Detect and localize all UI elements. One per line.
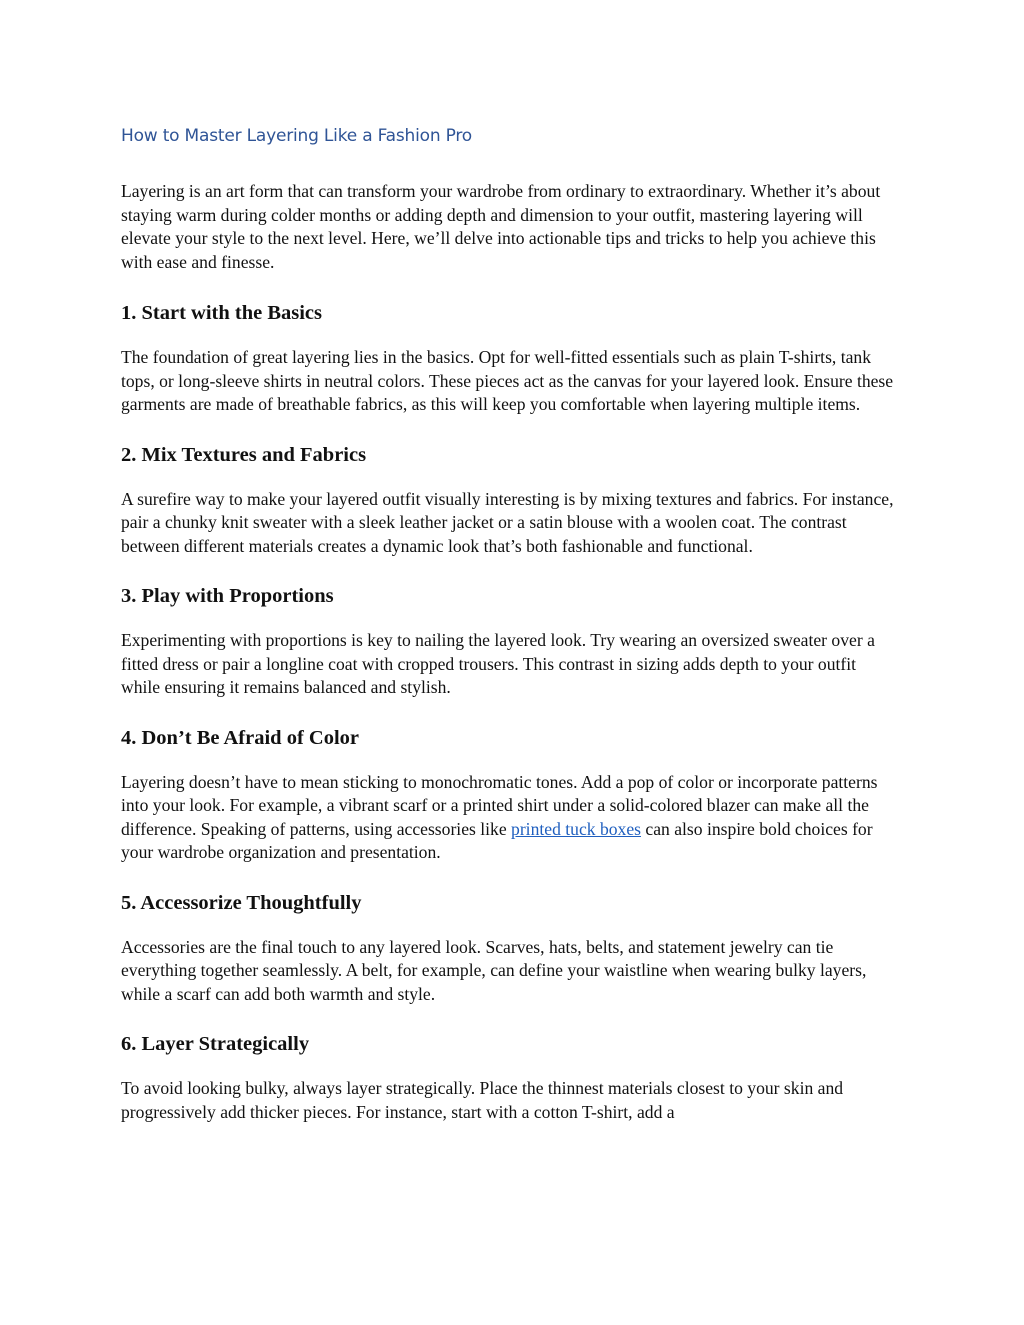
- section-heading: 1. Start with the Basics: [121, 302, 323, 324]
- section-paragraph: [121, 771, 896, 865]
- section-heading: 3. Play with Proportions: [121, 585, 334, 607]
- document-content: [121, 122, 896, 1148]
- paragraph-text-after-link: can also inspire bold choices for your wardrobe organization and presentation.: [121, 818, 873, 862]
- section-accessorize-thoughtfully: [121, 889, 896, 1007]
- section-paragraph: The foundation of great layering lies in the basics. Opt for well-fitted essentials such as plain T-shirts, tank tops, or long-sleeve shirts in neutral colors. These pieces act as the canvas for your layered look. Ensure these garments are made of breathable fabrics, as this will keep you comfortable when layering multiple items.: [121, 347, 894, 414]
- section-start-with-basics: [121, 299, 896, 417]
- section-mix-textures: [121, 441, 896, 559]
- intro-paragraph: Layering is an art form that can transform your wardrobe from ordinary to extraordinary. Whether it’s about staying warm during colder months or adding depth and dimension to your outfit, mastering layering will elevate your style to the next level. Here, we’ll delve into actionable tips and tricks to help you achieve this with ease and finesse.: [121, 181, 881, 272]
- section-dont-be-afraid-of-color: [121, 724, 896, 865]
- section-heading: 2. Mix Textures and Fabrics: [121, 443, 367, 466]
- printed-tuck-boxes-link[interactable]: printed tuck boxes: [511, 818, 641, 839]
- section-paragraph: A surefire way to make your layered outfit visually interesting is by mixing textures and fabrics. For instance, pair a chunky knit sweater with a sleek leather jacket or a satin blouse with a woolen coat. The contrast between different materials creates a dynamic look that’s both fashionable and functional.: [121, 488, 894, 556]
- section-heading: 6. Layer Strategically: [121, 1033, 310, 1055]
- section-paragraph: Accessories are the final touch to any layered look. Scarves, hats, belts, and statement jewelry can tie everything together seamlessly. A belt, for example, can define your waistline when wearing bulky layers, while a scarf can add both warmth and style.: [121, 936, 867, 1004]
- section-paragraph: Experimenting with proportions is key to nailing the layered look. Try wearing an oversized sweater over a fitted dress or pair a longline coat with cropped trousers. This contrast in sizing adds depth to your outfit while ensuring it remains balanced and stylish.: [121, 630, 875, 697]
- section-layer-strategically: [121, 1030, 896, 1124]
- section-heading: 4. Don’t Be Afraid of Color: [121, 726, 360, 749]
- document-title: How to Master Layering Like a Fashion Pro: [121, 126, 472, 146]
- section-play-with-proportions: [121, 582, 896, 700]
- section-paragraph: To avoid looking bulky, always layer strategically. Place the thinnest materials closest to your skin and progressively add thicker pieces. For instance, start with a cotton T-shirt, add a: [121, 1078, 844, 1122]
- section-heading: 5. Accessorize Thoughtfully: [121, 891, 362, 914]
- paragraph-text-before-link: Layering doesn’t have to mean sticking to monochromatic tones. Add a pop of color or incorporate patterns into your look. For example, a vibrant scarf or a printed shirt under a solid-colored blazer can make all the difference. Speaking of patterns, using accessories like: [121, 771, 878, 839]
